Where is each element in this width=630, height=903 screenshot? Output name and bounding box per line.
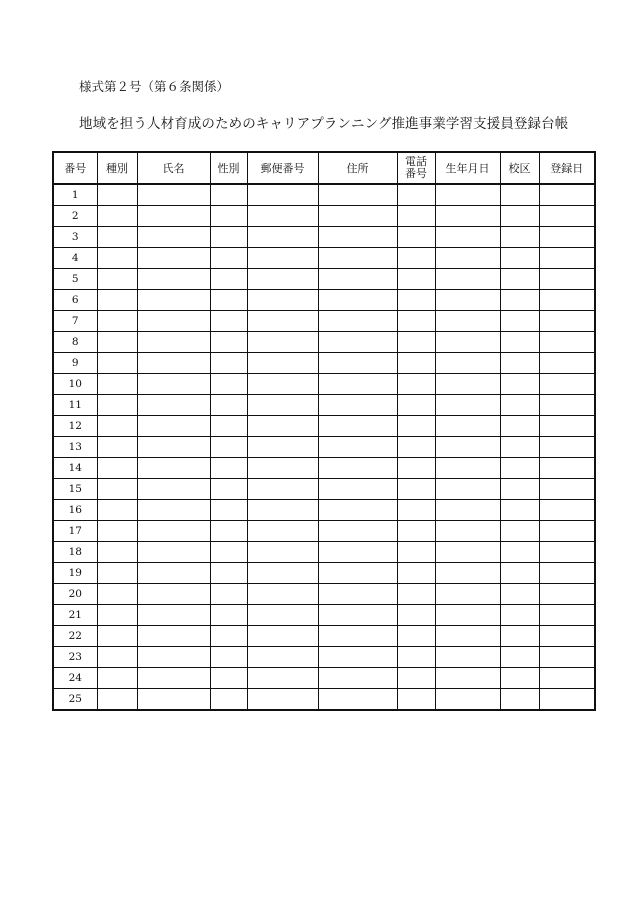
cell-birthdate bbox=[435, 563, 500, 584]
cell-birthdate bbox=[435, 311, 500, 332]
cell-school-district bbox=[500, 458, 539, 479]
cell-name bbox=[137, 332, 210, 353]
cell-registration-date bbox=[539, 374, 595, 395]
cell-name bbox=[137, 290, 210, 311]
cell-school-district bbox=[500, 206, 539, 227]
cell-phone bbox=[397, 206, 435, 227]
cell-school-district bbox=[500, 479, 539, 500]
cell-birthdate bbox=[435, 521, 500, 542]
cell-gender bbox=[210, 332, 247, 353]
row-number: 7 bbox=[53, 311, 97, 332]
cell-postal-code bbox=[247, 311, 318, 332]
cell-gender bbox=[210, 290, 247, 311]
form-number-label: 様式第２号（第６条関係） bbox=[79, 79, 230, 94]
cell-name bbox=[137, 500, 210, 521]
cell-postal-code bbox=[247, 584, 318, 605]
cell-type bbox=[97, 626, 137, 647]
cell-name bbox=[137, 248, 210, 269]
cell-phone bbox=[397, 374, 435, 395]
cell-address bbox=[318, 689, 397, 711]
cell-type bbox=[97, 500, 137, 521]
cell-postal-code bbox=[247, 479, 318, 500]
cell-address bbox=[318, 437, 397, 458]
cell-birthdate bbox=[435, 206, 500, 227]
cell-birthdate bbox=[435, 248, 500, 269]
cell-type bbox=[97, 374, 137, 395]
cell-birthdate bbox=[435, 542, 500, 563]
cell-birthdate bbox=[435, 584, 500, 605]
cell-type bbox=[97, 395, 137, 416]
cell-phone bbox=[397, 500, 435, 521]
cell-school-district bbox=[500, 437, 539, 458]
row-number: 15 bbox=[53, 479, 97, 500]
cell-name bbox=[137, 353, 210, 374]
header-address: 住所 bbox=[318, 152, 397, 184]
table-row bbox=[53, 668, 595, 689]
row-number: 25 bbox=[53, 689, 97, 711]
cell-registration-date bbox=[539, 248, 595, 269]
cell-postal-code bbox=[247, 605, 318, 626]
table-row bbox=[53, 248, 595, 269]
cell-gender bbox=[210, 521, 247, 542]
cell-school-district bbox=[500, 311, 539, 332]
table-row bbox=[53, 353, 595, 374]
cell-type bbox=[97, 647, 137, 668]
cell-gender bbox=[210, 206, 247, 227]
cell-address bbox=[318, 332, 397, 353]
cell-school-district bbox=[500, 227, 539, 248]
cell-address bbox=[318, 479, 397, 500]
cell-phone bbox=[397, 563, 435, 584]
cell-gender bbox=[210, 184, 247, 206]
cell-gender bbox=[210, 374, 247, 395]
table-row bbox=[53, 374, 595, 395]
cell-postal-code bbox=[247, 269, 318, 290]
header-phone-label: 電話番号 bbox=[405, 155, 427, 180]
cell-school-district bbox=[500, 500, 539, 521]
cell-gender bbox=[210, 605, 247, 626]
cell-phone bbox=[397, 248, 435, 269]
cell-phone bbox=[397, 353, 435, 374]
cell-phone bbox=[397, 311, 435, 332]
cell-registration-date bbox=[539, 332, 595, 353]
cell-address bbox=[318, 521, 397, 542]
table-row bbox=[53, 458, 595, 479]
table-row bbox=[53, 542, 595, 563]
cell-school-district bbox=[500, 353, 539, 374]
header-number: 番号 bbox=[53, 152, 97, 184]
cell-gender bbox=[210, 248, 247, 269]
row-number: 20 bbox=[53, 584, 97, 605]
cell-phone bbox=[397, 395, 435, 416]
cell-name bbox=[137, 395, 210, 416]
cell-school-district bbox=[500, 374, 539, 395]
cell-school-district bbox=[500, 290, 539, 311]
row-number: 23 bbox=[53, 647, 97, 668]
cell-registration-date bbox=[539, 563, 595, 584]
cell-registration-date bbox=[539, 353, 595, 374]
cell-name bbox=[137, 227, 210, 248]
cell-phone bbox=[397, 416, 435, 437]
cell-postal-code bbox=[247, 689, 318, 711]
table-row bbox=[53, 500, 595, 521]
row-number: 17 bbox=[53, 521, 97, 542]
header-postal-code: 郵便番号 bbox=[247, 152, 318, 184]
cell-registration-date bbox=[539, 458, 595, 479]
row-number: 24 bbox=[53, 668, 97, 689]
cell-address bbox=[318, 542, 397, 563]
cell-name bbox=[137, 626, 210, 647]
cell-address bbox=[318, 458, 397, 479]
cell-birthdate bbox=[435, 500, 500, 521]
cell-postal-code bbox=[247, 521, 318, 542]
table-row bbox=[53, 227, 595, 248]
cell-registration-date bbox=[539, 584, 595, 605]
cell-phone bbox=[397, 184, 435, 206]
cell-birthdate bbox=[435, 227, 500, 248]
cell-school-district bbox=[500, 269, 539, 290]
cell-postal-code bbox=[247, 374, 318, 395]
cell-gender bbox=[210, 458, 247, 479]
cell-birthdate bbox=[435, 332, 500, 353]
table-row bbox=[53, 290, 595, 311]
row-number: 16 bbox=[53, 500, 97, 521]
cell-name bbox=[137, 311, 210, 332]
row-number: 10 bbox=[53, 374, 97, 395]
cell-address bbox=[318, 248, 397, 269]
cell-phone bbox=[397, 626, 435, 647]
cell-school-district bbox=[500, 416, 539, 437]
cell-gender bbox=[210, 647, 247, 668]
cell-school-district bbox=[500, 332, 539, 353]
table-row bbox=[53, 269, 595, 290]
cell-postal-code bbox=[247, 184, 318, 206]
header-phone bbox=[397, 152, 435, 184]
cell-type bbox=[97, 584, 137, 605]
cell-birthdate bbox=[435, 689, 500, 711]
cell-postal-code bbox=[247, 437, 318, 458]
table-row bbox=[53, 206, 595, 227]
cell-postal-code bbox=[247, 416, 318, 437]
cell-birthdate bbox=[435, 479, 500, 500]
cell-school-district bbox=[500, 184, 539, 206]
header-registration-date: 登録日 bbox=[539, 152, 595, 184]
cell-address bbox=[318, 374, 397, 395]
cell-type bbox=[97, 521, 137, 542]
row-number: 11 bbox=[53, 395, 97, 416]
cell-registration-date bbox=[539, 290, 595, 311]
cell-registration-date bbox=[539, 626, 595, 647]
table-row bbox=[53, 311, 595, 332]
cell-phone bbox=[397, 668, 435, 689]
cell-type bbox=[97, 353, 137, 374]
cell-registration-date bbox=[539, 395, 595, 416]
table-row bbox=[53, 563, 595, 584]
cell-registration-date bbox=[539, 647, 595, 668]
cell-address bbox=[318, 626, 397, 647]
row-number: 22 bbox=[53, 626, 97, 647]
cell-registration-date bbox=[539, 269, 595, 290]
cell-address bbox=[318, 206, 397, 227]
cell-address bbox=[318, 647, 397, 668]
cell-gender bbox=[210, 500, 247, 521]
cell-phone bbox=[397, 458, 435, 479]
cell-type bbox=[97, 437, 137, 458]
cell-name bbox=[137, 437, 210, 458]
cell-gender bbox=[210, 563, 247, 584]
row-number: 9 bbox=[53, 353, 97, 374]
cell-gender bbox=[210, 269, 247, 290]
row-number: 2 bbox=[53, 206, 97, 227]
document-title: 地域を担う人材育成のためのキャリアプランニング推進事業学習支援員登録台帳 bbox=[79, 116, 569, 132]
cell-school-district bbox=[500, 521, 539, 542]
cell-registration-date bbox=[539, 311, 595, 332]
cell-postal-code bbox=[247, 227, 318, 248]
cell-gender bbox=[210, 626, 247, 647]
cell-name bbox=[137, 563, 210, 584]
cell-birthdate bbox=[435, 605, 500, 626]
cell-phone bbox=[397, 227, 435, 248]
row-number: 5 bbox=[53, 269, 97, 290]
cell-type bbox=[97, 689, 137, 711]
cell-name bbox=[137, 689, 210, 711]
cell-birthdate bbox=[435, 668, 500, 689]
cell-name bbox=[137, 647, 210, 668]
cell-postal-code bbox=[247, 647, 318, 668]
row-number: 19 bbox=[53, 563, 97, 584]
cell-gender bbox=[210, 395, 247, 416]
cell-phone bbox=[397, 437, 435, 458]
cell-address bbox=[318, 311, 397, 332]
cell-postal-code bbox=[247, 563, 318, 584]
row-number: 12 bbox=[53, 416, 97, 437]
cell-name bbox=[137, 374, 210, 395]
cell-address bbox=[318, 290, 397, 311]
cell-registration-date bbox=[539, 542, 595, 563]
cell-phone bbox=[397, 689, 435, 711]
row-number: 6 bbox=[53, 290, 97, 311]
cell-postal-code bbox=[247, 542, 318, 563]
cell-name bbox=[137, 416, 210, 437]
cell-postal-code bbox=[247, 626, 318, 647]
cell-name bbox=[137, 479, 210, 500]
cell-postal-code bbox=[247, 668, 318, 689]
cell-school-district bbox=[500, 563, 539, 584]
cell-address bbox=[318, 184, 397, 206]
cell-phone bbox=[397, 332, 435, 353]
cell-birthdate bbox=[435, 416, 500, 437]
cell-registration-date bbox=[539, 605, 595, 626]
header-name: 氏名 bbox=[137, 152, 210, 184]
cell-registration-date bbox=[539, 500, 595, 521]
cell-birthdate bbox=[435, 290, 500, 311]
cell-address bbox=[318, 500, 397, 521]
cell-postal-code bbox=[247, 206, 318, 227]
cell-gender bbox=[210, 584, 247, 605]
cell-type bbox=[97, 605, 137, 626]
cell-phone bbox=[397, 269, 435, 290]
cell-address bbox=[318, 563, 397, 584]
row-number: 8 bbox=[53, 332, 97, 353]
cell-birthdate bbox=[435, 458, 500, 479]
cell-phone bbox=[397, 584, 435, 605]
cell-registration-date bbox=[539, 521, 595, 542]
cell-type bbox=[97, 184, 137, 206]
cell-type bbox=[97, 542, 137, 563]
cell-birthdate bbox=[435, 184, 500, 206]
cell-name bbox=[137, 184, 210, 206]
table-header-row bbox=[53, 152, 595, 184]
cell-type bbox=[97, 269, 137, 290]
cell-gender bbox=[210, 416, 247, 437]
cell-address bbox=[318, 269, 397, 290]
cell-gender bbox=[210, 353, 247, 374]
cell-gender bbox=[210, 668, 247, 689]
cell-registration-date bbox=[539, 479, 595, 500]
cell-name bbox=[137, 605, 210, 626]
cell-registration-date bbox=[539, 416, 595, 437]
cell-type bbox=[97, 458, 137, 479]
cell-school-district bbox=[500, 668, 539, 689]
cell-type bbox=[97, 227, 137, 248]
cell-postal-code bbox=[247, 500, 318, 521]
cell-address bbox=[318, 353, 397, 374]
row-number: 4 bbox=[53, 248, 97, 269]
cell-type bbox=[97, 248, 137, 269]
header-birthdate: 生年月日 bbox=[435, 152, 500, 184]
cell-type bbox=[97, 290, 137, 311]
cell-registration-date bbox=[539, 668, 595, 689]
cell-gender bbox=[210, 542, 247, 563]
cell-name bbox=[137, 206, 210, 227]
cell-name bbox=[137, 458, 210, 479]
cell-gender bbox=[210, 437, 247, 458]
cell-gender bbox=[210, 479, 247, 500]
registration-ledger-table bbox=[52, 151, 596, 711]
cell-postal-code bbox=[247, 290, 318, 311]
cell-school-district bbox=[500, 605, 539, 626]
cell-phone bbox=[397, 290, 435, 311]
cell-birthdate bbox=[435, 353, 500, 374]
cell-name bbox=[137, 668, 210, 689]
cell-registration-date bbox=[539, 437, 595, 458]
cell-gender bbox=[210, 227, 247, 248]
row-number: 21 bbox=[53, 605, 97, 626]
row-number: 14 bbox=[53, 458, 97, 479]
table-row bbox=[53, 479, 595, 500]
row-number: 1 bbox=[53, 184, 97, 206]
cell-school-district bbox=[500, 647, 539, 668]
cell-address bbox=[318, 584, 397, 605]
cell-birthdate bbox=[435, 374, 500, 395]
cell-type bbox=[97, 668, 137, 689]
cell-school-district bbox=[500, 689, 539, 711]
table-row bbox=[53, 437, 595, 458]
cell-type bbox=[97, 479, 137, 500]
cell-address bbox=[318, 668, 397, 689]
table-row bbox=[53, 647, 595, 668]
header-school-district: 校区 bbox=[500, 152, 539, 184]
cell-school-district bbox=[500, 395, 539, 416]
cell-phone bbox=[397, 521, 435, 542]
cell-birthdate bbox=[435, 437, 500, 458]
cell-school-district bbox=[500, 584, 539, 605]
cell-phone bbox=[397, 605, 435, 626]
cell-registration-date bbox=[539, 689, 595, 711]
cell-type bbox=[97, 311, 137, 332]
cell-birthdate bbox=[435, 647, 500, 668]
cell-phone bbox=[397, 647, 435, 668]
cell-birthdate bbox=[435, 269, 500, 290]
cell-name bbox=[137, 542, 210, 563]
table-row bbox=[53, 184, 595, 206]
table-row bbox=[53, 521, 595, 542]
cell-registration-date bbox=[539, 184, 595, 206]
row-number: 13 bbox=[53, 437, 97, 458]
table-row bbox=[53, 626, 595, 647]
table-row bbox=[53, 395, 595, 416]
cell-type bbox=[97, 206, 137, 227]
cell-postal-code bbox=[247, 332, 318, 353]
header-gender: 性別 bbox=[210, 152, 247, 184]
cell-type bbox=[97, 563, 137, 584]
cell-address bbox=[318, 227, 397, 248]
cell-phone bbox=[397, 479, 435, 500]
cell-birthdate bbox=[435, 626, 500, 647]
cell-name bbox=[137, 269, 210, 290]
cell-school-district bbox=[500, 248, 539, 269]
cell-gender bbox=[210, 689, 247, 711]
cell-birthdate bbox=[435, 395, 500, 416]
cell-phone bbox=[397, 542, 435, 563]
cell-address bbox=[318, 416, 397, 437]
row-number: 18 bbox=[53, 542, 97, 563]
table-row bbox=[53, 584, 595, 605]
cell-address bbox=[318, 605, 397, 626]
cell-postal-code bbox=[247, 353, 318, 374]
cell-gender bbox=[210, 311, 247, 332]
cell-type bbox=[97, 416, 137, 437]
cell-postal-code bbox=[247, 248, 318, 269]
cell-type bbox=[97, 332, 137, 353]
cell-school-district bbox=[500, 542, 539, 563]
table-row bbox=[53, 689, 595, 711]
cell-school-district bbox=[500, 626, 539, 647]
cell-address bbox=[318, 395, 397, 416]
cell-registration-date bbox=[539, 206, 595, 227]
cell-registration-date bbox=[539, 227, 595, 248]
cell-postal-code bbox=[247, 458, 318, 479]
cell-name bbox=[137, 521, 210, 542]
row-number: 3 bbox=[53, 227, 97, 248]
table-row bbox=[53, 605, 595, 626]
table-row bbox=[53, 416, 595, 437]
cell-postal-code bbox=[247, 395, 318, 416]
table-row bbox=[53, 332, 595, 353]
cell-name bbox=[137, 584, 210, 605]
header-type: 種別 bbox=[97, 152, 137, 184]
